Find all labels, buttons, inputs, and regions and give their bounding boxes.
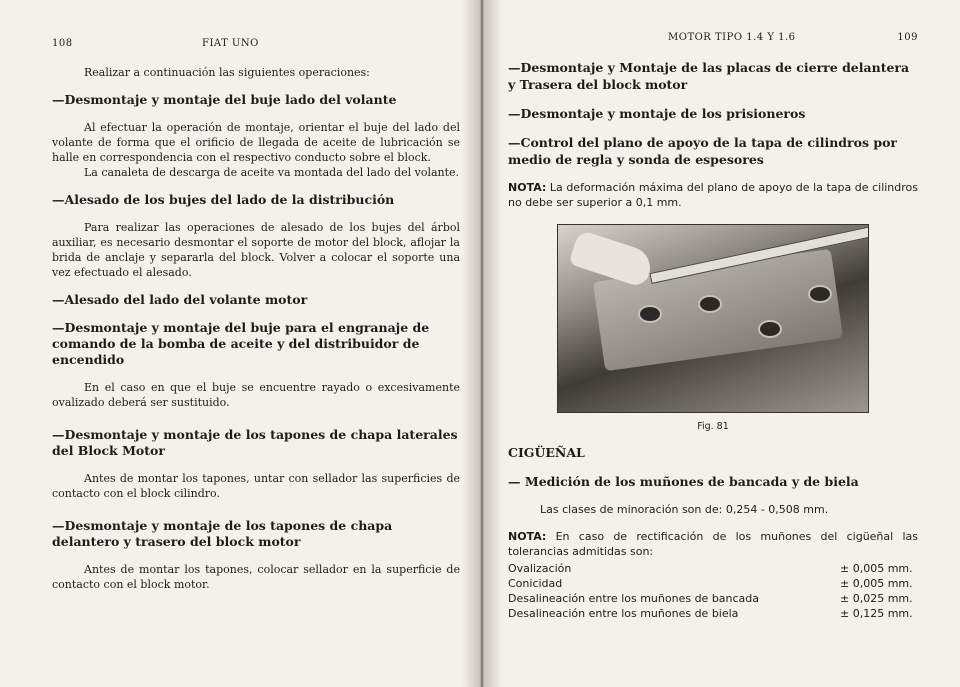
tolerance-value: ± 0,005 mm. <box>840 577 913 590</box>
book-gutter <box>462 0 502 687</box>
paragraph: Antes de montar los tapones, untar con sellador las superficies de contacto con el block cilindro. <box>52 472 460 500</box>
tolerance-row <box>508 576 918 591</box>
tolerance-value: ± 0,025 mm. <box>840 592 913 605</box>
tolerance-label: Conicidad <box>508 577 563 590</box>
tolerance-list <box>508 561 918 621</box>
note-paragraph <box>508 180 918 210</box>
section-title: —Desmontaje y montaje de los tapones de chapa delantero y trasero del block motor <box>52 518 393 549</box>
section-title: —Desmontaje y montaje del buje para el engranaje de comando de la bomba de aceite y del distribuidor de encendido <box>52 320 430 367</box>
section-title: —Alesado del lado del volante motor <box>52 292 308 307</box>
note-text: En caso de rectificación de los muñones del cigüeñal las tolerancias admitidas son: <box>508 530 919 558</box>
left-page <box>0 0 478 687</box>
figure-photo <box>557 224 869 413</box>
note-paragraph <box>508 529 918 559</box>
tolerance-value: ± 0,125 mm. <box>840 607 913 620</box>
bolt-hole <box>758 320 782 338</box>
section-title: —Desmontaje y montaje de los tapones de chapa laterales del Block Motor <box>52 427 458 458</box>
intro-text: Realizar a continuación las siguientes operaciones: <box>84 66 370 79</box>
note-text: La deformación máxima del plano de apoyo de la tapa de cilindros no debe ser superior a 0,1 mm. <box>508 181 919 209</box>
note-label: NOTA: <box>508 530 547 543</box>
right-running-head <box>508 32 918 43</box>
tolerance-value: ± 0,005 mm. <box>840 562 913 575</box>
left-page-number: 108 <box>52 38 73 49</box>
section-title: —Alesado de los bujes del lado de la distribución <box>52 192 395 207</box>
tolerance-row <box>508 591 918 606</box>
tolerance-row <box>508 606 918 621</box>
bolt-hole <box>698 295 722 313</box>
paragraph: Al efectuar la operación de montaje, orientar el buje del lado del volante de forma que el orificio de llegada de aceite de lubricación se halle en correspondencia con el respectivo conducto sobre el block. <box>52 121 460 164</box>
chapter-heading: CIGÜEÑAL <box>508 445 585 460</box>
right-running-title: MOTOR TIPO 1.4 Y 1.6 <box>668 32 796 43</box>
tolerance-label: Desalineación entre los muñones de biela <box>508 607 739 620</box>
paragraph: Las clases de minoración son de: 0,254 - 0,508 mm. <box>540 503 829 516</box>
tolerance-row <box>508 561 918 576</box>
note-label: NOTA: <box>508 181 547 194</box>
right-page <box>478 0 960 687</box>
section-title: — Medición de los muñones de bancada y de biela <box>508 474 859 489</box>
left-running-title: FIAT UNO <box>202 38 259 49</box>
section-title: —Desmontaje y Montaje de las placas de cierre delantera y Trasera del block motor <box>508 60 910 92</box>
section-title: —Desmontaje y montaje del buje lado del volante <box>52 92 397 107</box>
paragraph: Para realizar las operaciones de alesado de los bujes del árbol auxiliar, es necesario desmontar el soporte de motor del block, aflojar la brida de anclaje y separarla del block. Volver a colocar el soporte una vez efectuado el alesado. <box>52 221 460 279</box>
bolt-hole <box>638 305 662 323</box>
section-title: —Desmontaje y montaje de los prisioneros <box>508 106 806 121</box>
section-title: —Control del plano de apoyo de la tapa de cilindros por medio de regla y sonda de espesores <box>508 135 898 167</box>
tolerance-label: Desalineación entre los muñones de bancada <box>508 592 760 605</box>
left-running-head <box>52 38 460 49</box>
figure-caption: Fig. 81 <box>697 421 729 432</box>
right-page-number: 109 <box>897 32 918 43</box>
paragraph: Antes de montar los tapones, colocar sellador en la superficie de contacto con el block motor. <box>52 563 460 591</box>
paragraph: En el caso en que el buje se encuentre rayado o excesivamente ovalizado deberá ser sustituido. <box>52 381 460 409</box>
tolerance-label: Ovalización <box>508 562 572 575</box>
paragraph: La canaleta de descarga de aceite va montada del lado del volante. <box>84 166 460 179</box>
bolt-hole <box>808 285 832 303</box>
